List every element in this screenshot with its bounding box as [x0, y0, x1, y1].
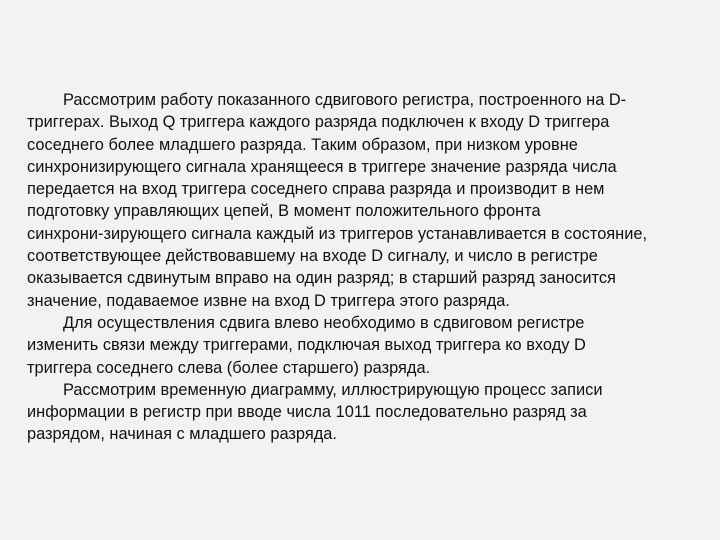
- paragraph-1-line-5: передается на вход триггера соседнего справа разряда и производит в нем: [27, 180, 605, 199]
- paragraph-1-line-10: значение, подаваемое извне на вход D триггера этого разряда.: [27, 291, 510, 310]
- body-text: [27, 89, 717, 446]
- paragraph-1-line-7: синхрони-зирующего сигнала каждый из триггеров устанавливается в состояние,: [27, 224, 648, 243]
- paragraph-3-line-1: Рассмотрим временную диаграмму, иллюстрирующую процесс записи: [63, 380, 603, 399]
- paragraph-1-line-8: соответствующее действовавшему на входе D сигналу, и число в регистре: [27, 247, 598, 266]
- paragraph-1-line-3: соседнего более младшего разряда. Таким образом, при низком уровне: [27, 135, 578, 154]
- paragraph-2-line-3: триггера соседнего слева (более старшего) разряда.: [27, 358, 431, 377]
- paragraph-2-line-2: изменить связи между триггерами, подключая выход триггера ко входу D: [27, 336, 586, 355]
- paragraph-3-line-2: информации в регистр при вводе числа 1011 последовательно разряд за: [27, 403, 587, 422]
- paragraph-2-line-1: Для осуществления сдвига влево необходимо в сдвиговом регистре: [63, 313, 585, 332]
- paragraph-1-line-4: синхронизирующего сигнала хранящееся в триггере значение разряда числа: [27, 157, 617, 176]
- paragraph-1-line-9: оказывается сдвинутым вправо на один разряд; в старший разряд заносится: [27, 269, 616, 288]
- paragraph-1-line-1: Рассмотрим работу показанного сдвигового регистра, построенного на D-: [63, 91, 627, 109]
- paragraph-1-line-2: триггерах. Выход Q триггера каждого разряда подключен к входу D триггера: [27, 113, 610, 132]
- paragraph-1-line-6: подготовку управляющих цепей, В момент положительного фронта: [27, 202, 541, 221]
- paragraph-3-line-3: разрядом, начиная с младшего разряда.: [27, 425, 337, 444]
